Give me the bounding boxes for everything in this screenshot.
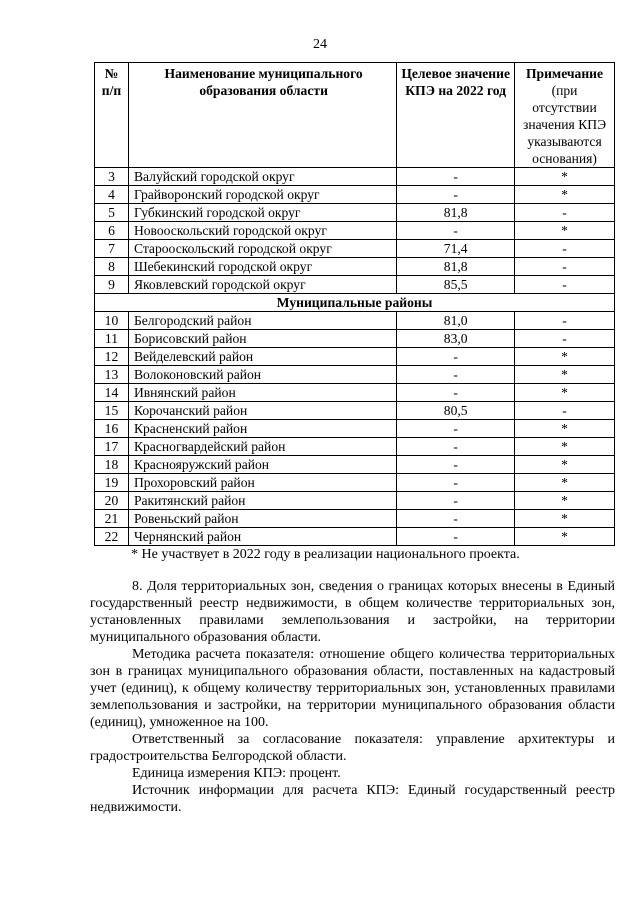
row-number: 16	[95, 420, 129, 438]
row-name: Краснояружский район	[128, 456, 396, 474]
header-note-title: Примечание	[525, 66, 604, 81]
row-note: *	[515, 510, 615, 528]
table-row	[95, 204, 615, 222]
table-header-row	[95, 63, 615, 168]
table-row	[95, 348, 615, 366]
row-name: Валуйский городской округ	[128, 168, 396, 186]
table-row	[95, 366, 615, 384]
table-row	[95, 258, 615, 276]
table-row	[95, 384, 615, 402]
row-value: -	[397, 510, 515, 528]
table-row	[95, 420, 615, 438]
table-body-city-districts	[95, 168, 615, 294]
table-row	[95, 276, 615, 294]
table-row	[95, 474, 615, 492]
row-name: Ракитянский район	[128, 492, 396, 510]
table-row	[95, 438, 615, 456]
row-name: Шебекинский городской округ	[128, 258, 396, 276]
row-note: -	[515, 312, 615, 330]
row-name: Старооскольский городской округ	[128, 240, 396, 258]
row-value: 83,0	[397, 330, 515, 348]
row-name: Губкинский городской округ	[128, 204, 396, 222]
row-value: -	[397, 186, 515, 204]
row-note: -	[515, 276, 615, 294]
row-value: -	[397, 366, 515, 384]
header-num: № п/п	[95, 63, 129, 168]
row-note: -	[515, 402, 615, 420]
footnote: * Не участвует в 2022 году в реализации национального проекта.	[131, 547, 520, 562]
row-name: Прохоровский район	[128, 474, 396, 492]
row-number: 15	[95, 402, 129, 420]
page-number: 24	[313, 37, 327, 52]
row-name: Красногвардейский район	[128, 438, 396, 456]
row-number: 4	[95, 186, 129, 204]
row-value: 80,5	[397, 402, 515, 420]
row-name: Грайворонский городской округ	[128, 186, 396, 204]
row-value: -	[397, 492, 515, 510]
row-number: 14	[95, 384, 129, 402]
row-number: 20	[95, 492, 129, 510]
header-name: Наименование муниципального образования области	[128, 63, 396, 168]
row-name: Корочанский район	[128, 402, 396, 420]
paragraph-1: 8. Доля территориальных зон, сведения о границах которых внесены в Единый государственный реестр недвижимости, в общем количестве территориальных зон, установленных правилами землепользования и застройки, на территории муниципального образования области.	[90, 579, 615, 645]
row-name: Чернянский район	[128, 528, 396, 546]
row-note: -	[515, 258, 615, 276]
row-name: Белгородский район	[128, 312, 396, 330]
row-value: -	[397, 168, 515, 186]
row-number: 5	[95, 204, 129, 222]
table-row	[95, 456, 615, 474]
table-row	[95, 510, 615, 528]
row-number: 19	[95, 474, 129, 492]
row-name: Вейделевский район	[128, 348, 396, 366]
row-number: 13	[95, 366, 129, 384]
row-number: 6	[95, 222, 129, 240]
row-value: -	[397, 222, 515, 240]
table-body-municipal-districts	[95, 312, 615, 546]
row-name: Ровеньский район	[128, 510, 396, 528]
row-note: *	[515, 420, 615, 438]
table-row	[95, 186, 615, 204]
header-note-subtitle: (при отсутствии значения КПЭ указываются основания)	[522, 83, 607, 166]
row-number: 8	[95, 258, 129, 276]
table-row	[95, 240, 615, 258]
row-note: *	[515, 456, 615, 474]
row-value: -	[397, 384, 515, 402]
row-name: Красненский район	[128, 420, 396, 438]
table-row	[95, 528, 615, 546]
row-number: 17	[95, 438, 129, 456]
row-number: 21	[95, 510, 129, 528]
row-value: -	[397, 438, 515, 456]
section-title: Муниципальные районы	[95, 294, 615, 312]
paragraph-2: Методика расчета показателя: отношение общего количества территориальных зон в границах муниципального образования области, поставленных на кадастровый учет (единиц), к общему количеству территориальных зон, установленных правилами землепользования и застройки, на территории муниципального образования области (единиц), умноженное на 100.	[90, 647, 615, 730]
row-note: *	[515, 168, 615, 186]
row-number: 10	[95, 312, 129, 330]
row-note: *	[515, 366, 615, 384]
row-value: 81,0	[397, 312, 515, 330]
row-value: 71,4	[397, 240, 515, 258]
table-row	[95, 222, 615, 240]
paragraph-3: Ответственный за согласование показателя: управление архитектуры и градостроительства Белгородской области.	[90, 732, 615, 764]
row-name: Борисовский район	[128, 330, 396, 348]
row-value: -	[397, 348, 515, 366]
table-row	[95, 492, 615, 510]
row-value: -	[397, 528, 515, 546]
row-number: 9	[95, 276, 129, 294]
section-row	[95, 294, 615, 312]
table-row	[95, 330, 615, 348]
row-number: 22	[95, 528, 129, 546]
row-value: 85,5	[397, 276, 515, 294]
table-row	[95, 312, 615, 330]
row-number: 11	[95, 330, 129, 348]
row-note: -	[515, 330, 615, 348]
row-name: Новооскольский городской округ	[128, 222, 396, 240]
row-number: 18	[95, 456, 129, 474]
row-note: *	[515, 222, 615, 240]
paragraph-5: Источник информации для расчета КПЭ: Единый государственный реестр недвижимости.	[90, 783, 615, 815]
row-note: *	[515, 384, 615, 402]
row-note: *	[515, 528, 615, 546]
row-value: 81,8	[397, 204, 515, 222]
row-value: 81,8	[397, 258, 515, 276]
header-value: Целевое значение КПЭ на 2022 год	[397, 63, 515, 168]
row-number: 12	[95, 348, 129, 366]
table-row	[95, 402, 615, 420]
row-note: -	[515, 240, 615, 258]
row-note: *	[515, 348, 615, 366]
header-note	[515, 63, 615, 168]
row-value: -	[397, 456, 515, 474]
row-number: 7	[95, 240, 129, 258]
row-note: *	[515, 474, 615, 492]
row-note: -	[515, 204, 615, 222]
table-section	[95, 294, 615, 312]
row-value: -	[397, 474, 515, 492]
paragraph-4: Единица измерения КПЭ: процент.	[132, 766, 341, 781]
kpe-table	[94, 62, 615, 546]
row-value: -	[397, 420, 515, 438]
row-name: Волоконовский район	[128, 366, 396, 384]
row-note: *	[515, 438, 615, 456]
row-name: Ивнянский район	[128, 384, 396, 402]
body-text	[90, 578, 615, 816]
table-row	[95, 168, 615, 186]
row-number: 3	[95, 168, 129, 186]
row-note: *	[515, 186, 615, 204]
row-note: *	[515, 492, 615, 510]
row-name: Яковлевский городской округ	[128, 276, 396, 294]
